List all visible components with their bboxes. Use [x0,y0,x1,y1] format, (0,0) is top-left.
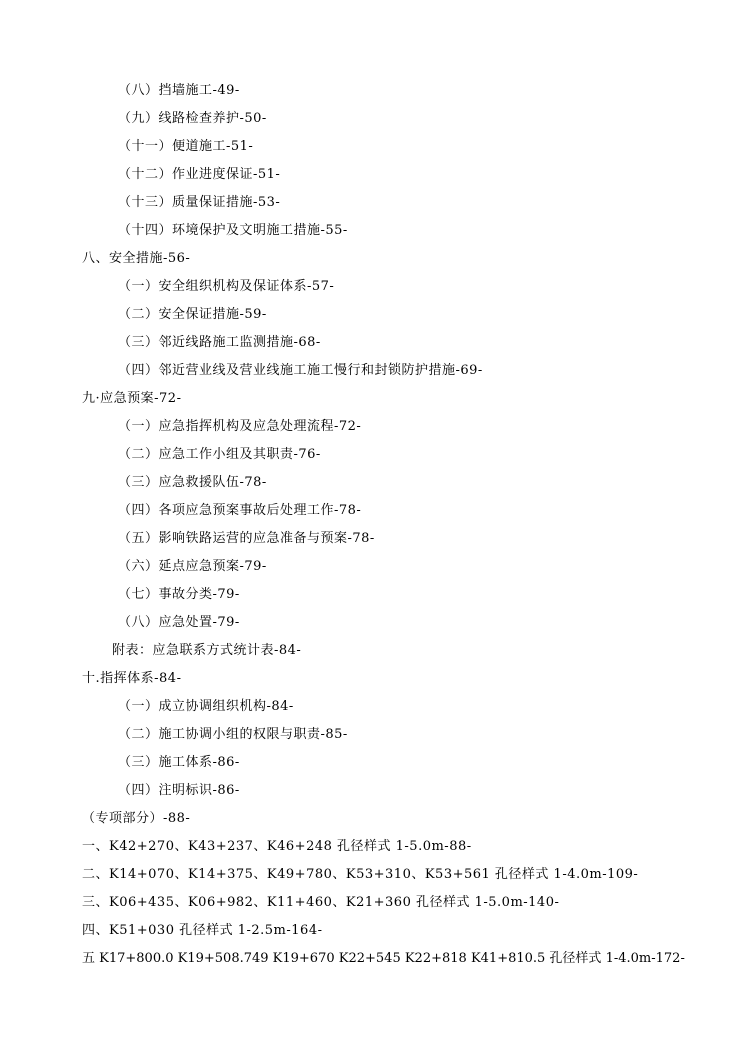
toc-section-heading: 一、K42+270、K43+237、K46+248 孔径样式 1-5.0m-88- [82,839,472,854]
toc-entry: （五）影响铁路运营的应急准备与预案-78- [118,531,375,546]
toc-appendix-entry: 附表：应急联系方式统计表-84- [112,643,302,658]
toc-entry: （十二）作业进度保证-51- [118,167,281,182]
toc-entry: （一）成立协调组织机构-84- [118,699,294,714]
toc-entry: （六）延点应急预案-79- [118,559,267,574]
toc-section-heading: 四、K51+030 孔径样式 1-2.5m-164- [82,923,323,938]
toc-entry: （三）应急救援队伍-78- [118,475,267,490]
toc-section-heading: （专项部分）-88- [82,811,191,826]
toc-entry: （三）施工体系-86- [118,755,240,770]
toc-entry: （一）应急指挥机构及应急处理流程-72- [118,419,362,434]
toc-section-heading: 二、K14+070、K14+375、K49+780、K53+310、K53+561 孔径样式 1-4.0m-109- [82,867,639,882]
toc-section-heading: 十.指挥体系-84- [82,671,182,686]
toc-section-heading: 八、安全措施-56- [82,251,191,266]
toc-section-heading: 五 K17+800.0 K19+508.749 K19+670 K22+545 K22+818 K41+810.5 孔径样式 1-4.0m-172- [82,951,685,966]
toc-entry: （八）挡墙施工-49- [118,83,240,98]
toc-entry: （二）应急工作小组及其职责-76- [118,447,321,462]
toc-section-heading: 三、K06+435、K06+982、K11+460、K21+360 孔径样式 1-5.0m-140- [82,895,560,910]
toc-entry: （十四）环境保护及文明施工措施-55- [118,223,348,238]
toc-entry: （四）各项应急预案事故后处理工作-78- [118,503,362,518]
toc-entry: （九）线路检查养护-50- [118,111,267,126]
toc-entry: （八）应急处置-79- [118,615,240,630]
toc-entry: （十一）便道施工-51- [118,139,254,154]
toc-entry: （七）事故分类-79- [118,587,240,602]
toc-entry: （三）邻近线路施工监测措施-68- [118,335,321,350]
toc-section-heading: 九·应急预案-72- [82,391,182,406]
toc-entry: （四）注明标识-86- [118,783,240,798]
toc-entry: （二）安全保证措施-59- [118,307,267,322]
toc-entry: （二）施工协调小组的权限与职责-85- [118,727,348,742]
toc-entry: （十三）质量保证措施-53- [118,195,281,210]
toc-entry: （一）安全组织机构及保证体系-57- [118,279,335,294]
toc-entry: （四）邻近营业线及营业线施工施工慢行和封锁防护措施-69- [118,363,483,378]
